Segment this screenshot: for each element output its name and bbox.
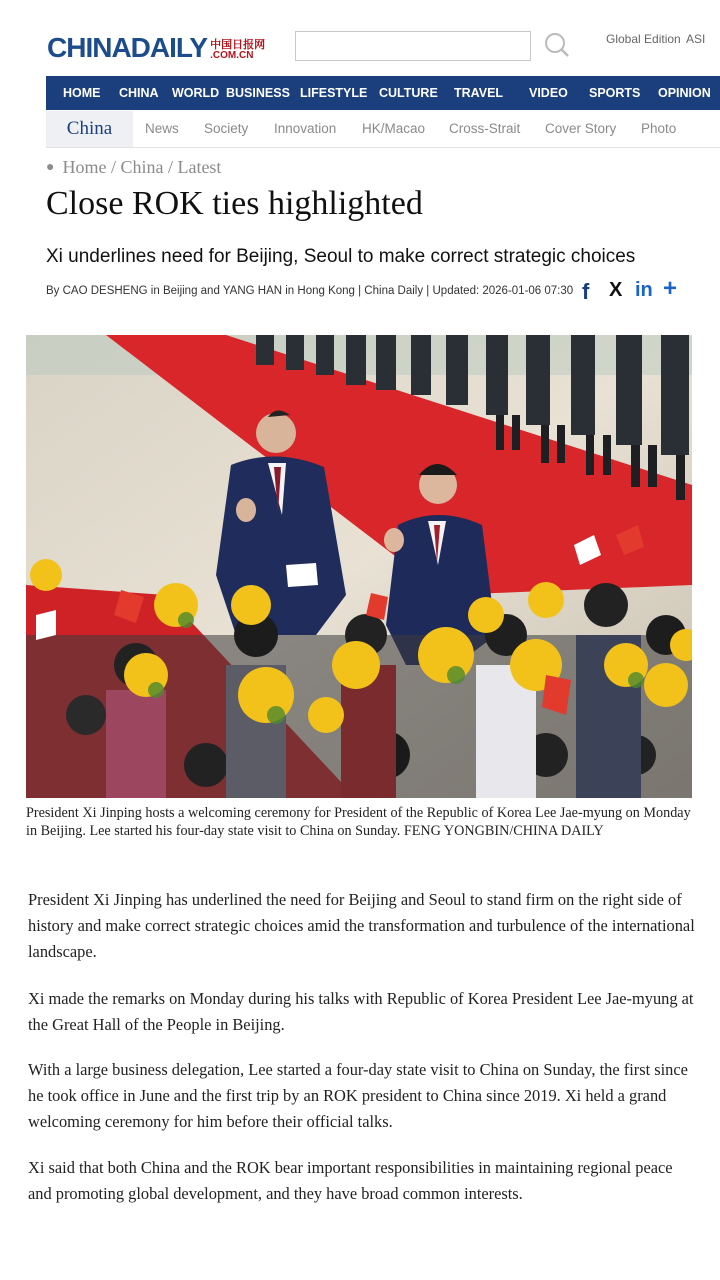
subnav-item-cross-strait[interactable]: Cross-Strait <box>449 121 521 136</box>
subnav-item-innovation[interactable]: Innovation <box>274 121 337 136</box>
nav-item-world[interactable]: WORLD <box>172 86 220 100</box>
photo-caption: President Xi Jinping hosts a welcoming ceremony for President of the Republic of Korea Lee Jae-myung on Monday in Beijing. Lee started his four-day state visit to China on Sunday. FENG YONGBIN/CHINA DAILY <box>26 805 691 839</box>
linkedin-icon[interactable]: in <box>635 279 653 301</box>
subnav-item-society[interactable]: Society <box>204 121 249 136</box>
nav-item-home[interactable]: HOME <box>63 86 101 100</box>
article-subtitle: Xi underlines need for Beijing, Seoul to make correct strategic choices <box>46 246 636 267</box>
edition-asia-link[interactable]: ASI <box>686 32 706 46</box>
search-icon[interactable] <box>543 31 571 59</box>
article-byline: By CAO DESHENG in Beijing and YANG HAN in Hong Kong | China Daily | Updated: 2026-01-06 07:30 <box>46 285 574 297</box>
sub-nav <box>46 111 720 148</box>
breadcrumb-text[interactable]: Home / China / Latest <box>62 157 222 177</box>
logo-cn-text: 中国日报网 <box>210 39 266 51</box>
more-share-icon[interactable]: + <box>663 275 678 302</box>
x-twitter-icon[interactable]: X <box>609 279 623 301</box>
logo-dotcom-text: .COM.CN <box>210 50 254 61</box>
subnav-item-cover-story[interactable]: Cover Story <box>545 121 617 136</box>
article-paragraph: With a large business delegation, Lee started a four-day state visit to China on Sunday, the first since he took office in June and the first trip by an ROK president to China since 2019. Xi held a grand welcoming ceremony for him before their official talks. <box>28 1060 688 1131</box>
edition-link[interactable]: Global Edition <box>606 32 681 46</box>
subnav-item-photo[interactable]: Photo <box>641 121 677 136</box>
bullet-icon: ● <box>46 160 55 175</box>
article-title: Close ROK ties highlighted <box>46 185 423 222</box>
nav-item-lifestyle[interactable]: LIFESTYLE <box>300 86 368 100</box>
logo-daily-text: DAILY <box>130 32 208 63</box>
nav-item-culture[interactable]: CULTURE <box>379 86 438 100</box>
breadcrumb[interactable] <box>46 157 221 178</box>
nav-item-china[interactable]: CHINA <box>119 86 159 100</box>
nav-item-opinion[interactable]: OPINION <box>658 86 711 100</box>
nav-item-video[interactable]: VIDEO <box>529 86 568 100</box>
nav-item-travel[interactable]: TRAVEL <box>454 86 504 100</box>
site-logo[interactable] <box>47 30 265 64</box>
article-paragraph: Xi said that both China and the ROK bear important responsibilities in maintaining regional peace and promoting global development, and they have broad common interests. <box>28 1158 673 1203</box>
facebook-icon[interactable]: f <box>582 279 590 304</box>
article-paragraph: President Xi Jinping has underlined the need for Beijing and Seoul to stand firm on the right side of history and make correct strategic choices amid the transformation and turbulence of the international landscape. <box>28 890 695 961</box>
logo-cn-block <box>210 40 265 64</box>
subnav-item-news[interactable]: News <box>145 121 179 136</box>
search-input[interactable] <box>295 31 531 61</box>
article-paragraph: Xi made the remarks on Monday during his talks with Republic of Korea President Lee Jae-myung at the Great Hall of the People in Beijing. <box>28 989 694 1034</box>
subnav-item-china[interactable]: China <box>46 111 133 147</box>
nav-item-business[interactable]: BUSINESS <box>226 86 290 100</box>
logo-china-text: CHINA <box>47 32 131 63</box>
nav-item-sports[interactable]: SPORTS <box>589 86 641 100</box>
article-photo <box>26 335 692 798</box>
main-nav <box>46 76 720 110</box>
subnav-item-hk-macao[interactable]: HK/Macao <box>362 121 426 136</box>
